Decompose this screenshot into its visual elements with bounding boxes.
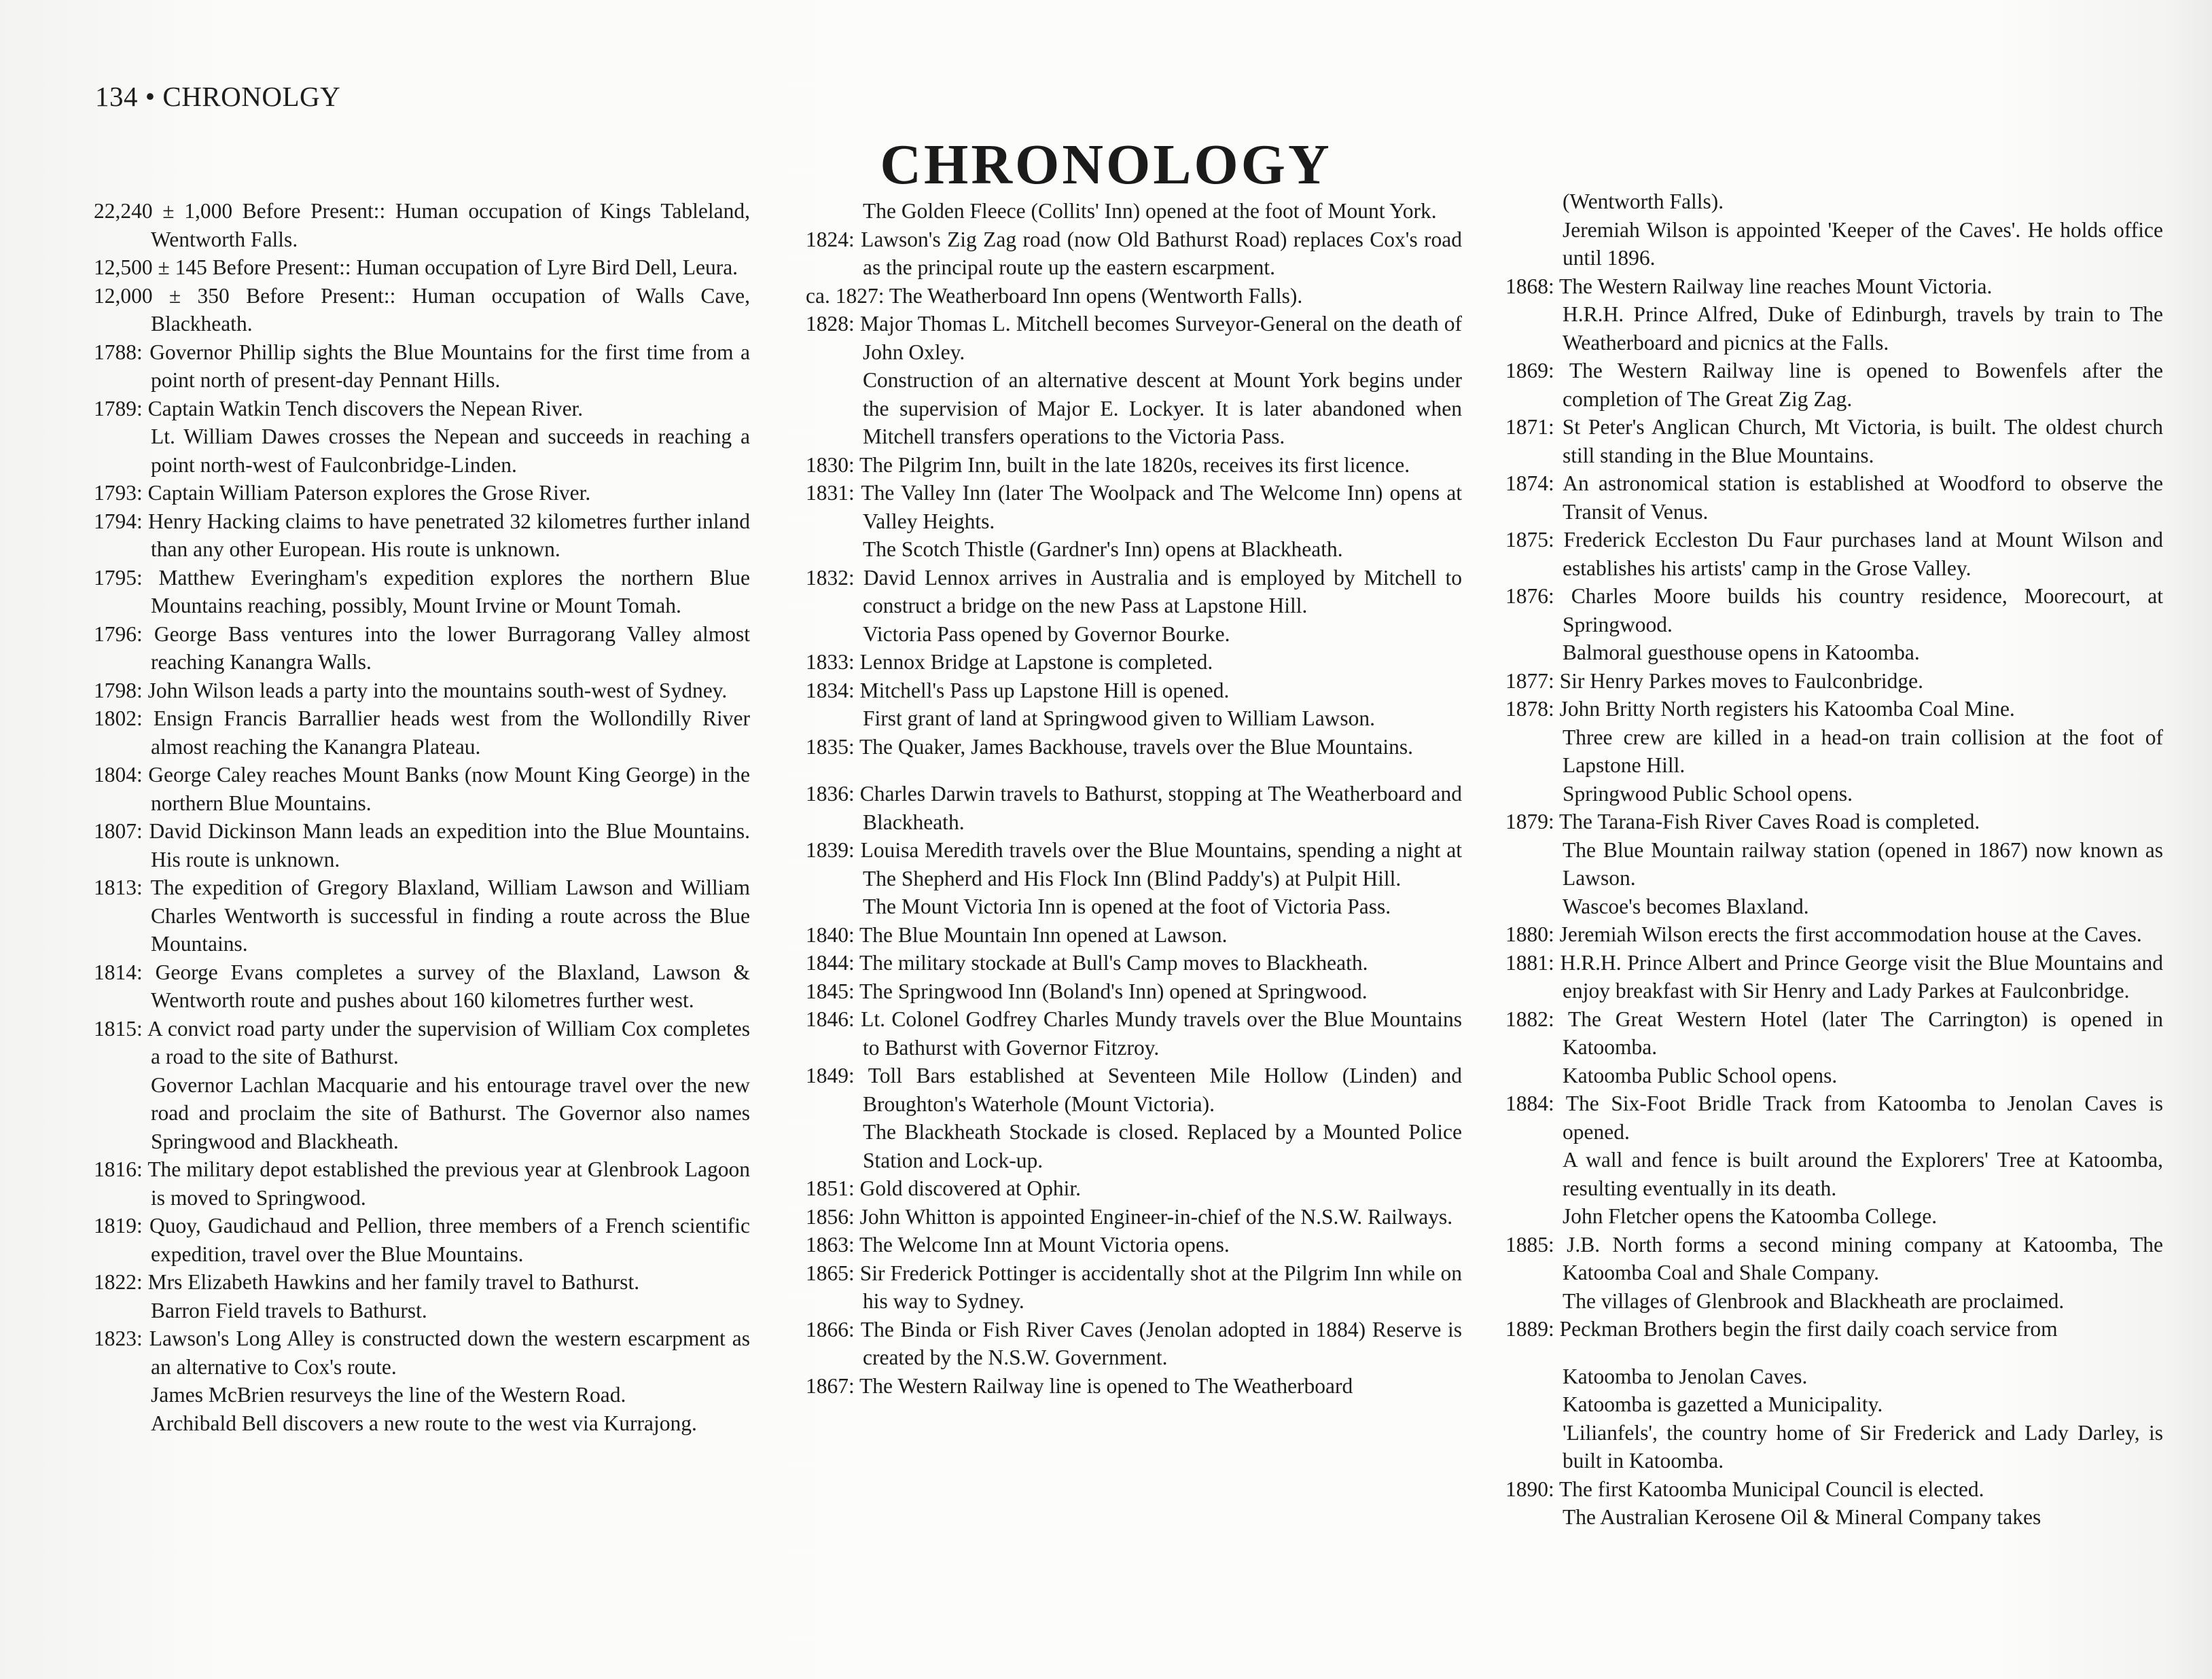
chronology-entry: 1867: The Western Railway line is opened to The Weatherboard xyxy=(806,1373,1353,1398)
chronology-entry: 1866: The Binda or Fish River Caves (Jenolan adopted in 1884) Reserve is created by the N.S.W. Government. xyxy=(806,1317,1462,1369)
chronology-entry: Three crew are killed in a head-on train collision at the foot of Lapstone Hill. xyxy=(1563,725,2163,777)
chronology-entry: Katoomba is gazetted a Municipality. xyxy=(1563,1392,1883,1416)
spacer xyxy=(1505,1343,2163,1362)
chronology-entry: 1845: The Springwood Inn (Boland's Inn) opened at Springwood. xyxy=(806,979,1368,1003)
chronology-entry: 1844: The military stockade at Bull's Camp moves to Blackheath. xyxy=(806,951,1368,975)
chronology-entry: 1879: The Tarana-Fish River Caves Road is completed. xyxy=(1505,810,1980,833)
chronology-entry: The Scotch Thistle (Gardner's Inn) opens at Blackheath. xyxy=(863,537,1343,561)
spacer xyxy=(806,761,1462,780)
chronology-entry: 1889: Peckman Brothers begin the first daily coach service from xyxy=(1505,1317,2058,1341)
page-edge-shadow xyxy=(2171,0,2212,1679)
chronology-entry: Victoria Pass opened by Governor Bourke. xyxy=(863,621,1230,646)
chronology-entry: First grant of land at Springwood given to William Lawson. xyxy=(863,706,1376,730)
chronology-entry: 22,240 ± 1,000 Before Present:: Human occupation of Kings Tableland, Wentworth Falls. xyxy=(94,199,750,251)
chronology-entry: 1824: Lawson's Zig Zag road (now Old Bathurst Road) replaces Cox's road as the principal route up the eastern escarpment. xyxy=(806,227,1462,279)
chronology-entry: 1832: David Lennox arrives in Australia and is employed by Mitchell to construct a bridge on the new Pass at Lapstone Hill. xyxy=(806,565,1462,617)
chronology-entry: A wall and fence is built around the Explorers' Tree at Katoomba, resulting eventually in its death. xyxy=(1563,1148,2163,1200)
chronology-entry: 1869: The Western Railway line is opened to Bowenfels after the completion of The Great Zig Zag. xyxy=(1505,359,2163,411)
chronology-entry: Lt. William Dawes crosses the Nepean and succeeds in reaching a point north-west of Faulconbridge-Linden. xyxy=(151,425,750,477)
chronology-entry: H.R.H. Prince Alfred, Duke of Edinburgh, travels by train to The Weatherboard and picnics at the Falls. xyxy=(1563,302,2163,355)
chronology-entry: 1815: A convict road party under the supervision of William Cox completes a road to the site of Bathurst. xyxy=(94,1016,750,1068)
chronology-entry: The Mount Victoria Inn is opened at the foot of Victoria Pass. xyxy=(863,895,1391,918)
chronology-entry: 1876: Charles Moore builds his country residence, Moorecourt, at Springwood. xyxy=(1505,584,2163,636)
running-head: 134 • CHRONOLGY xyxy=(95,81,341,112)
chronology-entry: 1798: John Wilson leads a party into the mountains south-west of Sydney. xyxy=(94,678,728,702)
chronology-entry: 1834: Mitchell's Pass up Lapstone Hill is opened. xyxy=(806,678,1230,702)
chronology-entry: 1836: Charles Darwin travels to Bathurst, stopping at The Weatherboard and Blackheath. xyxy=(806,782,1462,834)
chronology-entry: 1794: Henry Hacking claims to have penetrated 32 kilometres further inland than any other European. His route is unknown. xyxy=(94,509,750,561)
chronology-entry: 1874: An astronomical station is established at Woodford to observe the Transit of Venus. xyxy=(1505,471,2163,524)
chronology-entry: The Blackheath Stockade is closed. Replaced by a Mounted Police Station and Lock-up. xyxy=(863,1120,1462,1172)
chronology-entry: 1823: Lawson's Long Alley is constructed down the western escarpment as an alternative to Cox's route. xyxy=(94,1326,750,1379)
chronology-entry: 12,500 ± 145 Before Present:: Human occupation of Lyre Bird Dell, Leura. xyxy=(94,255,738,279)
chronology-entry: 1822: Mrs Elizabeth Hawkins and her family travel to Bathurst. xyxy=(94,1270,640,1294)
chronology-entry: 1882: The Great Western Hotel (later The Carrington) is opened in Katoomba. xyxy=(1505,1007,2163,1059)
chronology-entry: (Wentworth Falls). xyxy=(1563,189,1724,213)
chronology-entry: 1849: Toll Bars established at Seventeen Mile Hollow (Linden) and Broughton's Waterhole (Mount Victoria). xyxy=(806,1064,1462,1116)
chronology-entry: 1819: Quoy, Gaudichaud and Pellion, three members of a French scientific expedition, travel over the Blue Mountains. xyxy=(94,1214,750,1266)
chronology-entry: 1863: The Welcome Inn at Mount Victoria opens. xyxy=(806,1233,1230,1257)
chronology-entry: 1833: Lennox Bridge at Lapstone is completed. xyxy=(806,650,1213,674)
chronology-entry: Governor Lachlan Macquarie and his entourage travel over the new road and proclaim the site of Bathurst. The Governor also names Springwood and Blackheath. xyxy=(151,1072,750,1153)
page-title: CHRONOLOGY xyxy=(880,133,1332,196)
chronology-entry: Construction of an alternative descent at Mount York begins under the supervision of Major E. Lockyer. It is later abandoned when Mitchell transfers operations to the Victoria Pass. xyxy=(863,368,1462,448)
chronology-column-1 xyxy=(94,197,750,1437)
chronology-entry: 1865: Sir Frederick Pottinger is accidentally shot at the Pilgrim Inn while on his way to Sydney. xyxy=(806,1261,1462,1313)
chronology-entry: 1877: Sir Henry Parkes moves to Faulconbridge. xyxy=(1505,668,1924,693)
chronology-entry: 1846: Lt. Colonel Godfrey Charles Mundy travels over the Blue Mountains to Bathurst with Governor Fitzroy. xyxy=(806,1007,1462,1060)
chronology-entry: 1884: The Six-Foot Bridle Track from Katoomba to Jenolan Caves is opened. xyxy=(1505,1091,2163,1144)
chronology-entry: 1816: The military depot established the previous year at Glenbrook Lagoon is moved to Springwood. xyxy=(94,1157,750,1210)
chronology-entry: 1885: J.B. North forms a second mining company at Katoomba, The Katoomba Coal and Shale Company. xyxy=(1505,1232,2163,1284)
chronology-entry: Katoomba Public School opens. xyxy=(1563,1063,1838,1087)
chronology-entry: 1871: St Peter's Anglican Church, Mt Victoria, is built. The oldest church still standing in the Blue Mountains. xyxy=(1505,415,2163,467)
chronology-entry: 1793: Captain William Paterson explores the Grose River. xyxy=(94,481,591,505)
chronology-entry: 1789: Captain Watkin Tench discovers the Nepean River. xyxy=(94,396,584,420)
chronology-entry: 1875: Frederick Eccleston Du Faur purchases land at Mount Wilson and establishes his artists' camp in the Grose Valley. xyxy=(1505,528,2163,580)
chronology-entry: 1796: George Bass ventures into the lower Burragorang Valley almost reaching Kanangra Walls. xyxy=(94,621,750,674)
chronology-entry: The villages of Glenbrook and Blackheath are proclaimed. xyxy=(1563,1288,2065,1313)
chronology-column-2 xyxy=(806,197,1462,1400)
chronology-entry: 1835: The Quaker, James Backhouse, travels over the Blue Mountains. xyxy=(806,734,1413,759)
chronology-entry: 1839: Louisa Meredith travels over the Blue Mountains, spending a night at The Shepherd and His Flock Inn (Blind Paddy's) at Pulpit Hill. xyxy=(806,838,1462,890)
chronology-entry: The Blue Mountain railway station (opened in 1867) now known as Lawson. xyxy=(1563,837,2163,890)
chronology-entry: Jeremiah Wilson is appointed 'Keeper of the Caves'. He holds office until 1896. xyxy=(1563,217,2163,270)
chronology-entry: 1890: The first Katoomba Municipal Council is elected. xyxy=(1505,1477,1984,1501)
chronology-entry: 1878: John Britty North registers his Katoomba Coal Mine. xyxy=(1505,697,2015,721)
chronology-entry: The Australian Kerosene Oil & Mineral Company takes xyxy=(1563,1505,2041,1529)
chronology-entry: 'Lilianfels', the country home of Sir Frederick and Lady Darley, is built in Katoomba. xyxy=(1563,1420,2163,1473)
chronology-entry: Katoomba to Jenolan Caves. xyxy=(1563,1364,1808,1388)
chronology-entry: 12,000 ± 350 Before Present:: Human occupation of Walls Cave, Blackheath. xyxy=(94,283,750,336)
chronology-entry: 1868: The Western Railway line reaches Mount Victoria. xyxy=(1505,274,1993,298)
chronology-entry: The Golden Fleece (Collits' Inn) opened at the foot of Mount York. xyxy=(863,199,1437,223)
chronology-entry: 1880: Jeremiah Wilson erects the first accommodation house at the Caves. xyxy=(1505,922,2142,946)
chronology-entry: 1856: John Whitton is appointed Engineer-in-chief of the N.S.W. Railways. xyxy=(806,1204,1453,1229)
chronology-entry: James McBrien resurveys the line of the Western Road. xyxy=(151,1383,626,1407)
chronology-entry: John Fletcher opens the Katoomba College. xyxy=(1563,1204,1938,1228)
chronology-entry: Springwood Public School opens. xyxy=(1563,781,1853,806)
chronology-entry: 1881: H.R.H. Prince Albert and Prince George visit the Blue Mountains and enjoy breakfast with Sir Henry and Lady Parkes at Faulconbridge. xyxy=(1505,950,2163,1003)
chronology-entry: Wascoe's becomes Blaxland. xyxy=(1563,894,1809,918)
chronology-entry: 1830: The Pilgrim Inn, built in the late 1820s, receives its first licence. xyxy=(806,452,1410,477)
chronology-entry: ca. 1827: The Weatherboard Inn opens (Wentworth Falls). xyxy=(806,283,1303,308)
chronology-entry: 1851: Gold discovered at Ophir. xyxy=(806,1176,1082,1200)
chronology-entry: Barron Field travels to Bathurst. xyxy=(151,1298,427,1322)
chronology-entry: Archibald Bell discovers a new route to the west via Kurrajong. xyxy=(151,1411,697,1435)
chronology-entry: 1807: David Dickinson Mann leads an expedition into the Blue Mountains. His route is unknown. xyxy=(94,819,750,871)
chronology-entry: 1831: The Valley Inn (later The Woolpack and The Welcome Inn) opens at Valley Heights. xyxy=(806,481,1462,533)
chronology-column-3 xyxy=(1505,187,2163,1532)
chronology-entry: 1828: Major Thomas L. Mitchell becomes Surveyor-General on the death of John Oxley. xyxy=(806,312,1462,364)
chronology-entry: 1840: The Blue Mountain Inn opened at Lawson. xyxy=(806,922,1228,947)
chronology-entry: 1795: Matthew Everingham's expedition explores the northern Blue Mountains reaching, possibly, Mount Irvine or Mount Tomah. xyxy=(94,565,750,617)
chronology-entry: 1788: Governor Phillip sights the Blue Mountains for the first time from a point north of present-day Pennant Hills. xyxy=(94,340,750,392)
chronology-entry: 1813: The expedition of Gregory Blaxland, William Lawson and William Charles Wentworth is successful in finding a route across the Blue Mountains. xyxy=(94,875,750,956)
chronology-entry: 1814: George Evans completes a survey of the Blaxland, Lawson & Wentworth route and pushes about 160 kilometres further west. xyxy=(94,960,750,1012)
chronology-entry: 1804: George Caley reaches Mount Banks (now Mount King George) in the northern Blue Mountains. xyxy=(94,763,750,815)
chronology-entry: 1802: Ensign Francis Barrallier heads west from the Wollondilly River almost reaching the Kanangra Plateau. xyxy=(94,706,750,759)
chronology-entry: Balmoral guesthouse opens in Katoomba. xyxy=(1563,640,1920,664)
